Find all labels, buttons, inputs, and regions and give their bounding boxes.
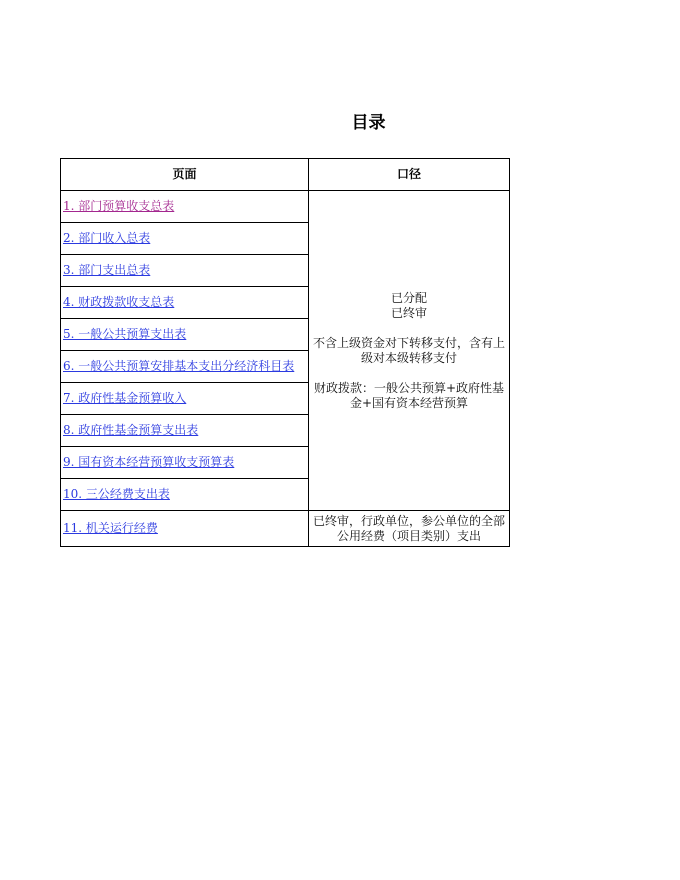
table-row bbox=[61, 191, 510, 223]
scope-line: 已终审 bbox=[390, 305, 427, 320]
toc-link-6[interactable]: 6. 一般公共预算安排基本支出分经济科目表 bbox=[63, 359, 295, 373]
page-cell bbox=[61, 223, 309, 255]
page-cell bbox=[61, 287, 309, 319]
page-cell bbox=[61, 191, 309, 223]
scope-cell-main bbox=[309, 191, 510, 511]
toc-link-9[interactable]: 9. 国有资本经营预算收支预算表 bbox=[63, 455, 235, 469]
header-scope: 口径 bbox=[309, 159, 510, 191]
page-cell bbox=[61, 511, 309, 547]
page-cell bbox=[61, 351, 309, 383]
toc-link-3[interactable]: 3. 部门支出总表 bbox=[63, 263, 151, 277]
table-row bbox=[61, 511, 510, 547]
toc-link-8[interactable]: 8. 政府性基金预算支出表 bbox=[63, 423, 199, 437]
scope-line: 不含上级资金对下转移支付，含有上级对本级转移支付 bbox=[312, 335, 505, 365]
header-page: 页面 bbox=[61, 159, 309, 191]
toc-link-7[interactable]: 7. 政府性基金预算收入 bbox=[63, 391, 187, 405]
page-cell bbox=[61, 319, 309, 351]
page-cell bbox=[61, 383, 309, 415]
toc-link-4[interactable]: 4. 财政拨款收支总表 bbox=[63, 295, 175, 309]
toc-link-11[interactable]: 11. 机关运行经费 bbox=[63, 521, 158, 535]
page-cell bbox=[61, 255, 309, 287]
toc-table bbox=[60, 158, 510, 547]
page-cell bbox=[61, 415, 309, 447]
scope-line: 已分配 bbox=[390, 290, 427, 305]
toc-link-10[interactable]: 10. 三公经费支出表 bbox=[63, 487, 170, 501]
toc-link-1[interactable]: 1. 部门预算收支总表 bbox=[63, 199, 175, 213]
page-title: 目录 bbox=[351, 113, 386, 133]
toc-link-5[interactable]: 5. 一般公共预算支出表 bbox=[63, 327, 187, 341]
toc-link-2[interactable]: 2. 部门收入总表 bbox=[63, 231, 151, 245]
scope-cell-last: 已终审，行政单位，参公单位的全部公用经费（项目类别）支出 bbox=[309, 511, 510, 547]
page-cell bbox=[61, 447, 309, 479]
scope-line: 财政拨款：一般公共预算+政府性基金+国有资本经营预算 bbox=[313, 380, 505, 410]
page-cell bbox=[61, 479, 309, 511]
header-row bbox=[61, 159, 510, 191]
